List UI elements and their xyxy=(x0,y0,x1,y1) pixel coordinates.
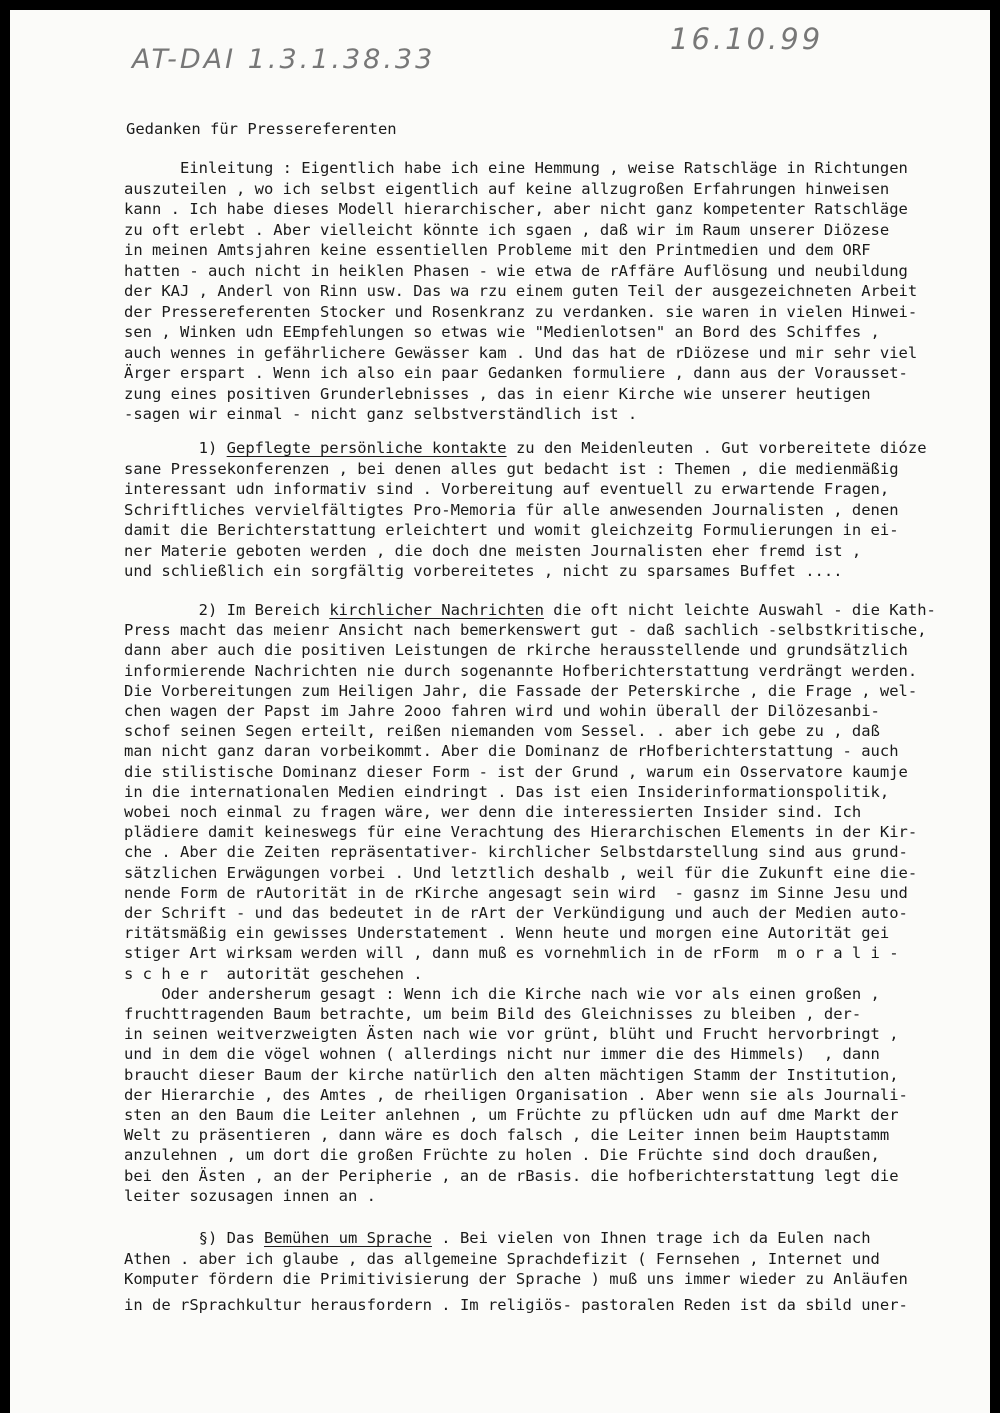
section-3-line: Komputer fördern die Primitivisierung der Sprache ) muß uns immer wieder zu Anläufen xyxy=(124,1270,908,1288)
section-3-heading-rest: . Bei vielen von Ihnen trage ich da Eulen nach xyxy=(431,1229,871,1247)
section-1-heading-rest: zu den Meidenleuten . Gut vorbereitete dióze xyxy=(506,439,927,457)
section-3-heading: Bemühen um Sprache xyxy=(263,1229,432,1247)
section-3-line: Athen . aber ich glaube , das allgemeine Sprachdefizit ( Fernsehen , Internet und xyxy=(124,1249,880,1268)
section-1-line: damit die Berichterstattung erleichtert und womit gleichzeitg Formulierungen in ei- xyxy=(124,521,899,539)
section-2-line: Welt zu präsentieren , dann wäre es doch falsch , die Leiter innen beim Hauptstamm xyxy=(124,1126,890,1145)
section-2-line: der Hierarchie , des Amtes , de rheiligen Organisation . Aber wenn sie als Journali- xyxy=(124,1085,908,1104)
intro-line: Einleitung : Eigentlich habe ich eine Hemmung , weise Ratschläge in Richtungen xyxy=(124,159,908,177)
section-2-line: informierende Nachrichten nie durch sogenannte Hofberichterstattung verdrängt werden. xyxy=(124,661,918,680)
section-2-line: leiter sozusagen innen an . xyxy=(124,1186,376,1205)
section-2-line: ritätsmäßig ein gewisses Understatement . Wenn heute und morgen eine Autorität gei xyxy=(124,924,890,943)
section-2-line: wobei noch einmal zu fragen wäre, wer denn die interessierten Insider sind. Ich xyxy=(124,803,862,821)
section-2-prefix: 2) Im Bereich xyxy=(124,601,330,619)
section-2-line: und in dem die vögel wohnen ( allerdings nicht nur immer die des Himmels) , dann xyxy=(124,1045,880,1064)
section-3-prefix: §) Das xyxy=(124,1229,264,1247)
section-1-line: interessant udn informativ sind . Vorbereitung auf eventuell zu erwartende Fragen, xyxy=(124,480,890,498)
document-title: Gedanken für Pressereferenten xyxy=(126,120,397,138)
section-2-line: chen wagen der Papst im Jahre 2ooo fahren wird und wohin überall der Dilözesanbi- xyxy=(124,702,880,720)
section-2-line: nende Form de rAutorität in de rKirche angesagt sein wird - gasnz im Sinne Jesu und xyxy=(124,883,908,902)
intro-line: der Pressereferenten Stocker und Rosenkranz zu verdanken. sie waren in vielen Hinwei- xyxy=(124,302,918,321)
section-2-line: bei den Ästen , an der Peripherie , an de rBasis. die hofberichterstattung legt die xyxy=(124,1166,899,1185)
intro-line: sen , Winken udn EEmpfehlungen so etwas wie "Medienlotsen" an Bord des Schiffes , xyxy=(124,323,880,341)
section-2-line: anzulehnen , um dort die großen Früchte zu holen . Die Früchte sind doch draußen, xyxy=(124,1146,880,1165)
section-2-heading: kirchlicher Nachrichten xyxy=(329,601,544,619)
section-2-line: die stilistische Dominanz dieser Form - ist der Grund , warum ein Osservatore kaumje xyxy=(124,762,908,781)
intro-line: zung eines positiven Grunderlebnisses , das in eienr Kirche wie unserer heutigen xyxy=(124,384,871,403)
section-3-line: in de rSprachkultur herausfordern . Im religiös- pastoralen Reden ist da sbild uner- xyxy=(124,1296,908,1314)
section-1-line: ner Materie geboten werden , die doch dne meisten Journalisten eher fremd ist , xyxy=(124,541,862,560)
handwritten-date: 16.10.99 xyxy=(670,22,824,56)
section-1-prefix: 1) xyxy=(124,439,227,457)
intro-line: Ärger erspart . Wenn ich also ein paar Gedanken formuliere , dann aus der Vorausset- xyxy=(124,364,908,382)
section-2-line: dann aber auch die positiven Leistungen de rkirche herausstellende und grundsätzlich xyxy=(124,641,908,660)
section-2-line: plädiere damit keineswegs für eine Verachtung des Hierarchischen Elements in der Kir- xyxy=(124,823,918,842)
section-2-line: der Schrift - und das bedeutet in de rArt der Verkündigung und auch der Medien auto- xyxy=(124,904,908,922)
section-2-line: braucht dieser Baum der kirche natürlich den alten mächtigen Stamm der Institution, xyxy=(124,1065,899,1084)
section-2-line: Die Vorbereitungen zum Heiligen Jahr, die Fassade der Peterskirche , die Frage , wel- xyxy=(124,681,918,700)
intro-line: zu oft erlebt . Aber vielleicht könnte ich sgaen , daß wir im Raum unserer Diözese xyxy=(124,220,890,239)
intro-line: der KAJ , Anderl von Rinn usw. Das wa rzu einem guten Teil der ausgezeichneten Arbeit xyxy=(124,282,918,300)
section-2-line: schof seinen Segen erteilt, reißen niemanden vom Sessel. . aber ich gebe zu , daß xyxy=(124,722,880,741)
section-1-line: sane Pressekonferenzen , bei denen alles gut bedacht ist : Themen , die medienmäßig xyxy=(124,459,899,478)
section-2-heading-rest: die oft nicht leichte Auswahl - die Kath- xyxy=(543,601,936,619)
section-2-line: Press macht das meienr Ansicht nach bemerkenswert gut - daß sachlich -selbstkritische, xyxy=(124,621,927,640)
section-2-line: s c h e r autorität geschehen . xyxy=(124,964,423,983)
section-2-heading-line xyxy=(124,600,936,620)
intro-line: auszuteilen , wo ich selbst eigentlich auf keine allzugroßen Erfahrungen hinweisen xyxy=(124,179,890,198)
section-1-line: und schließlich ein sorgfältig vorbereitetes , nicht zu sparsames Buffet .... xyxy=(124,562,843,580)
intro-line: -sagen wir einmal - nicht ganz selbstverständlich ist . xyxy=(124,405,638,423)
section-2-line: sten an den Baum die Leiter anlehnen , um Früchte zu pflücken udn auf dme Markt der xyxy=(124,1106,899,1124)
section-1-heading: Gepflegte persönliche kontakte xyxy=(226,439,507,457)
section-2-line: Oder andersherum gesagt : Wenn ich die Kirche nach wie vor als einen großen , xyxy=(124,984,880,1003)
section-2-line: che . Aber die Zeiten repräsentativer- kirchlicher Selbstdarstellung sind aus grund- xyxy=(124,843,908,862)
intro-line: hatten - auch nicht in heiklen Phasen - wie etwa de rAffäre Auflösung und neubildung xyxy=(124,261,908,280)
intro-line: auch wennes in gefährlichere Gewässer kam . Und das hat de rDiözese und mir sehr viel xyxy=(124,343,918,362)
intro-line: kann . Ich habe dieses Modell hierarchischer, aber nicht ganz kompetenter Ratschläge xyxy=(124,200,908,218)
document-page xyxy=(10,10,990,1413)
section-2-line: stiger Art wirksam werden will , dann muß es vornehmlich in de rForm m o r a l i - xyxy=(124,944,899,963)
section-1-line: Schriftliches vervielfältigtes Pro-Memoria für alle anwesenden Journalisten , denen xyxy=(124,500,899,519)
section-2-line: in die internationalen Medien eindringt . Das ist eien Insiderinformationspolitik, xyxy=(124,782,890,801)
intro-line: in meinen Amtsjahren keine essentiellen Probleme mit den Printmedien und dem ORF xyxy=(124,241,871,259)
section-2-line: sätzlichen Erwägungen vorbei . Und letztlich deshalb , weil für die Zukunft eine die- xyxy=(124,863,918,882)
section-2-line: fruchttragenden Baum betrachte, um beim Bild des Gleichnisses zu bleiben , der- xyxy=(124,1005,862,1023)
archive-signature: AT-DAI 1.3.1.38.33 xyxy=(132,44,436,75)
section-2-line: man nicht ganz daran vorbeikommt. Aber die Dominanz de rHofberichterstattung - auch xyxy=(124,742,899,761)
section-2-line: in seinen weitverzweigten Ästen nach wie vor grünt, blüht und Frucht hervorbringt , xyxy=(124,1025,899,1044)
section-3-heading-line xyxy=(124,1228,871,1248)
section-1-heading-line xyxy=(124,438,927,458)
